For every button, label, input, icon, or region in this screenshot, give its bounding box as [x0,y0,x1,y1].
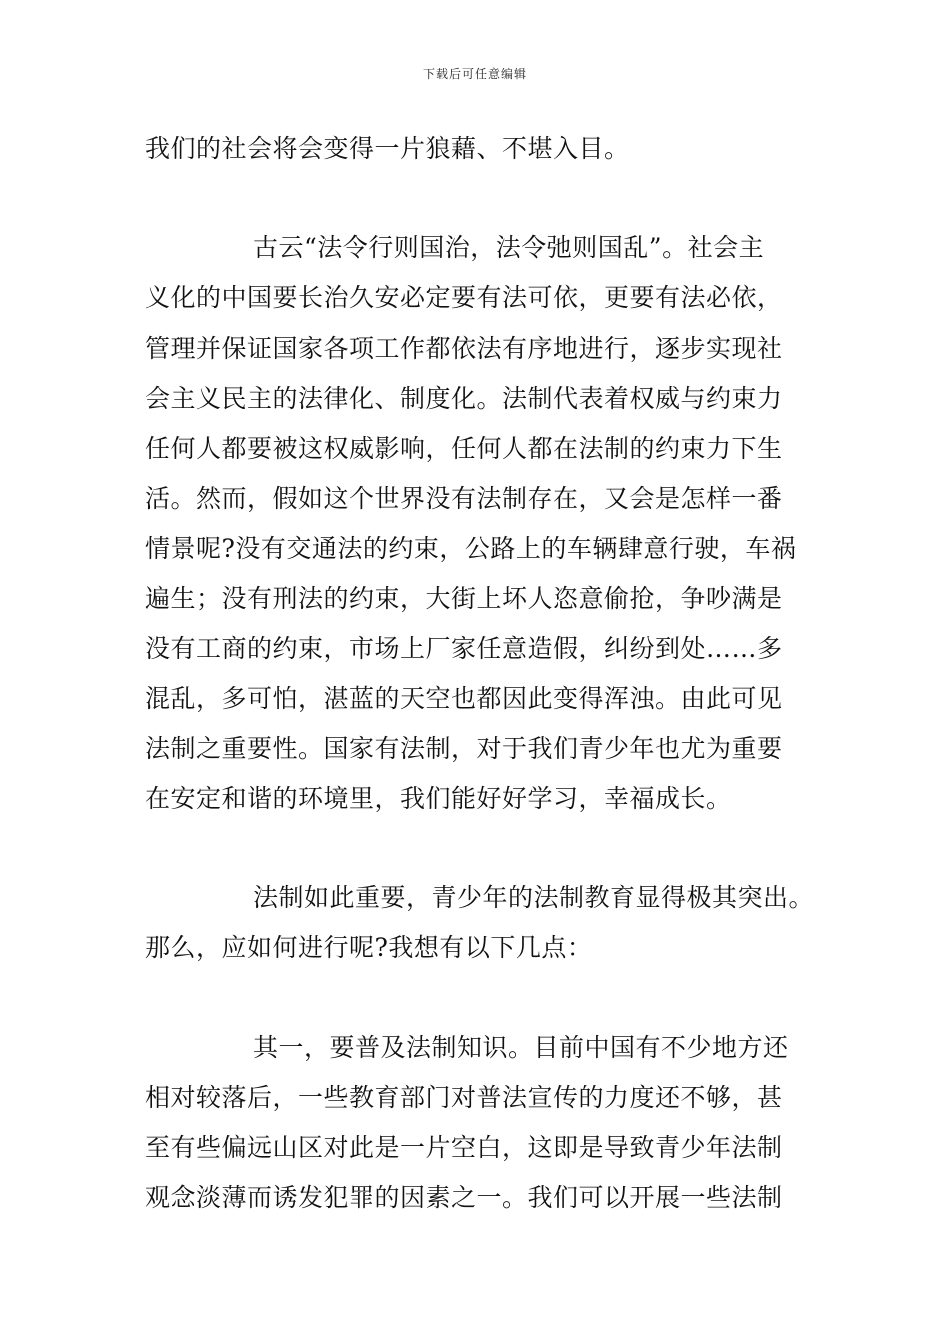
text-line: 法制如此重要，青少年的法制教育显得极其突出。 [253,883,815,912]
text-line: 活。然而，假如这个世界没有法制存在，又会是怎样一番 [145,484,783,513]
text-line: 其一，要普及法制知识。目前中国有不少地方还 [253,1033,789,1062]
text-line: 观念淡薄而诱发犯罪的因素之一。我们可以开展一些法制 [145,1183,783,1212]
text-line: 至有些偏远山区对此是一片空白，这即是导致青少年法制 [145,1133,783,1162]
text-line: 情景呢?没有交通法的约束，公路上的车辆肆意行驶，车祸 [145,534,797,563]
text-line: 管理并保证国家各项工作都依法有序地进行，逐步实现社 [145,334,783,363]
text-line: 任何人都要被这权威影响，任何人都在法制的约束力下生 [145,434,783,463]
text-line: 法制之重要性。国家有法制，对于我们青少年也尤为重要 [145,734,783,763]
text-line: 相对较落后，一些教育部门对普法宣传的力度还不够，甚 [145,1083,783,1112]
page-header: 下载后可任意编辑 [422,67,527,81]
text-line: 混乱，多可怕，湛蓝的天空也都因此变得浑浊。由此可见 [145,684,783,713]
text-line: 那么，应如何进行呢?我想有以下几点： [145,933,593,962]
text-line: 遍生；没有刑法的约束，大街上坏人恣意偷抢，争吵满是 [145,584,783,613]
text-line: 我们的社会将会变得一片狼藉、不堪入目。 [145,134,630,163]
text-line: 义化的中国要长治久安必定要有法可依，更要有法必依， [145,283,783,312]
text-line: 没有工商的约束，市场上厂家任意造假，纠纷到处……多 [145,634,783,663]
text-line: 在安定和谐的环境里，我们能好好学习，幸福成长。 [145,784,732,813]
text-line: 古云“法令行则国治，法令弛则国乱”。社会主 [253,233,765,262]
text-line: 会主义民主的法律化、制度化。法制代表着权威与约束力 [145,384,783,413]
